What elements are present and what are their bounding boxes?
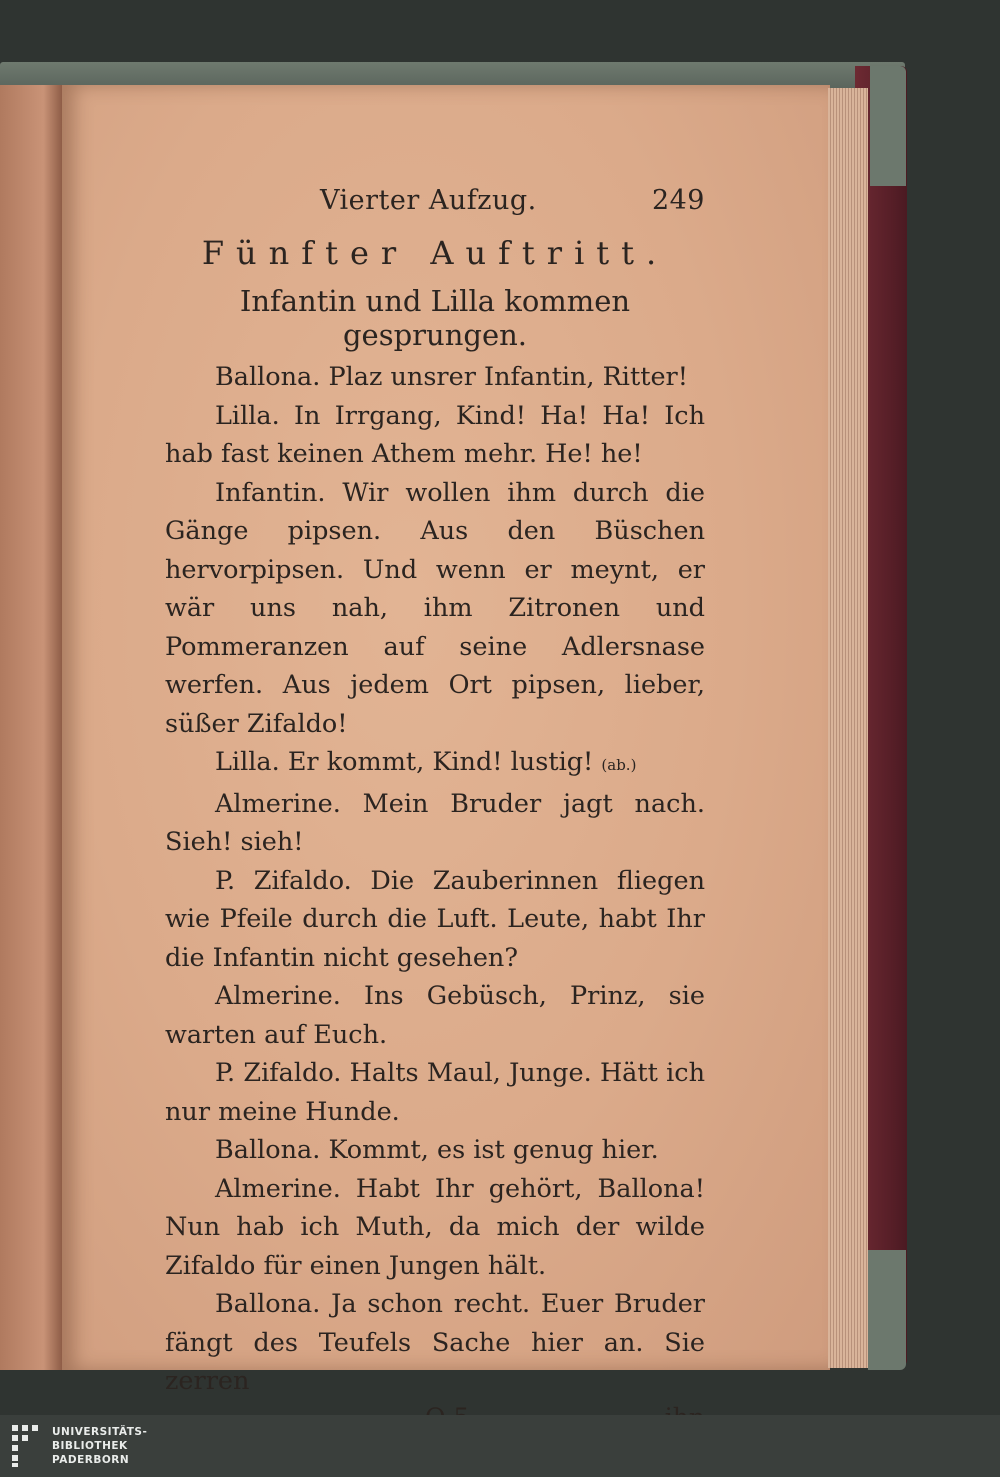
running-title: Vierter Aufzug. [320,185,537,216]
library-logo-text [52,1425,147,1467]
stage-aside: (ab.) [601,756,637,774]
dialogue-line: Ballona. Ja schon recht. Euer Bruder fängt des Teufels Sache hier an. Sie zerren [165,1289,705,1396]
dialogue-line [165,743,705,785]
stage-direction: Infantin und Lilla kommen gesprungen. [239,284,631,352]
page-text [165,185,705,1432]
logo-line: UNIVERSITÄTS- [52,1426,148,1438]
left-page-edge [0,85,62,1370]
page-number: 249 [651,185,705,216]
logo-line: BIBLIOTHEK [52,1440,128,1452]
scene-title: Fünfter Auftritt. [201,234,669,272]
dialogue-line: Ballona. Kommt, es ist genug hier. [215,1135,659,1165]
dialogue-line: Almerine. Habt Ihr gehört, Ballona! Nun hab ich Muth, da mich der wilde Zifaldo für einen Jungen hält. [165,1173,705,1281]
page-stack-edges [828,88,868,1368]
dialogue-line: P. Zifaldo. Die Zauberinnen fliegen wie Pfeile durch die Luft. Leute, habt Ihr die Infantin nicht gesehen? [165,865,705,973]
library-logo-bar [0,1415,1000,1477]
library-logo-icon [10,1423,44,1469]
logo-line: PADERBORN [52,1454,130,1466]
dialogue-line: Lilla. In Irrgang, Kind! Ha! Ha! Ich hab fast keinen Athem mehr. He! he! [165,400,705,469]
running-header [320,185,705,216]
dialogue-line: Infantin. Wir wollen ihm durch die Gänge pipsen. Aus den Büschen hervorpipsen. Und wenn er meynt, er wär uns nah, ihm Zitronen und Pommeranzen auf seine Adlersnase werfen. Aus jedem Ort pipsen, lieber, süßer Zifaldo! [165,477,705,739]
dialogue-line: Almerine. Ins Gebüsch, Prinz, sie warten auf Euch. [165,981,705,1050]
dialogue-line: Ballona. Plaz unsrer Infantin, Ritter! [215,362,688,392]
cover-cloth-corner-bottom [868,1250,906,1370]
dialogue-line: P. Zifaldo. Halts Maul, Junge. Hätt ich nur meine Hunde. [165,1058,705,1127]
dialogue-line: Almerine. Mein Bruder jagt nach. Sieh! sieh! [165,788,705,857]
cover-cloth-corner-top [870,66,906,186]
dialogue-text: Lilla. Er kommt, Kind! lustig! [215,747,594,777]
